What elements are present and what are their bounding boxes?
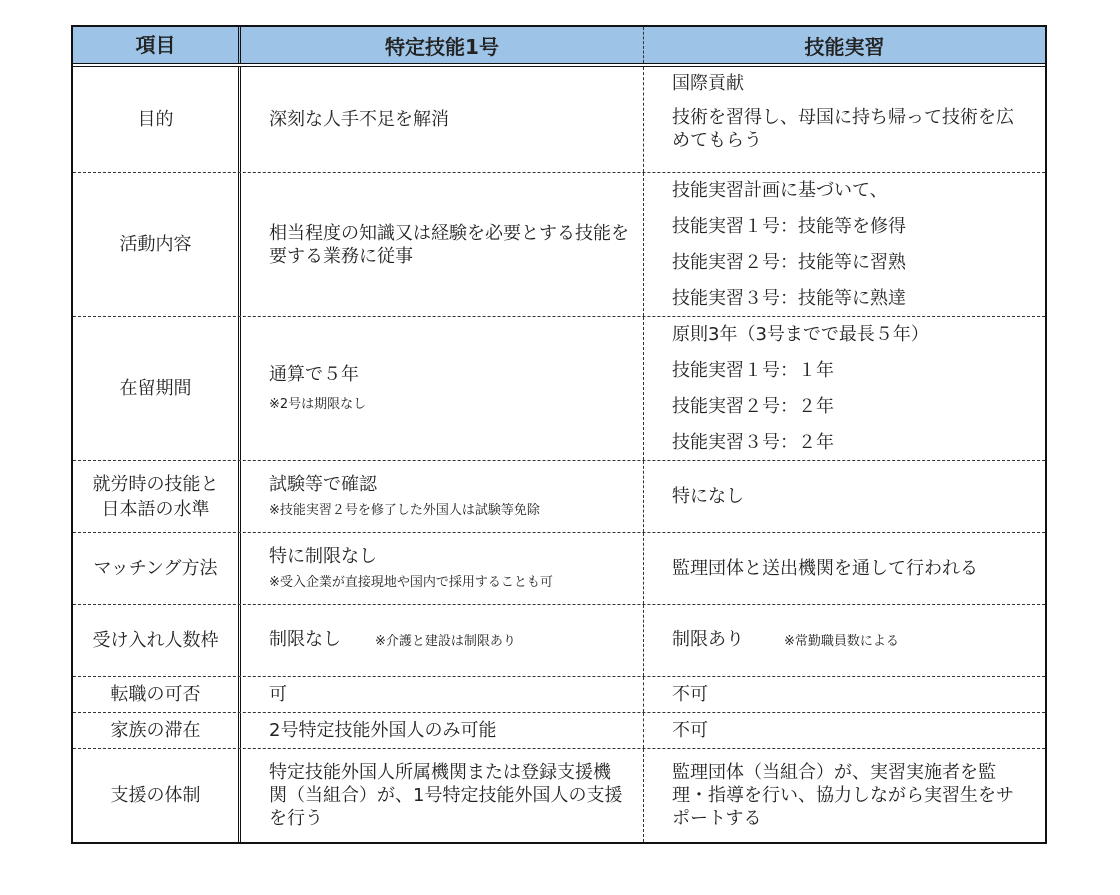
jisshu-line: 技能実習１号：１年 xyxy=(672,360,834,382)
jisshu-line: 技能実習１号：技能等を修得 xyxy=(672,216,906,238)
tokutei-note: ※受入企業が直接現地や国内で採用することも可 xyxy=(269,575,553,590)
row-label-line: 日本語の水準 xyxy=(101,498,210,520)
comparison-table xyxy=(71,25,1047,844)
row-label: 支援の体制 xyxy=(110,785,201,806)
header-ginou-jisshu: 技能実習 xyxy=(643,27,1045,63)
jisshu-note: ※常勤職員数による xyxy=(784,634,899,649)
jisshu-main xyxy=(672,627,1037,654)
header-item: 項目 xyxy=(135,32,176,57)
tokutei-main: 2号特定技能外国人のみ可能 xyxy=(269,720,497,741)
jisshu-cell xyxy=(643,533,1045,604)
row-label: 転職の可否 xyxy=(110,684,201,705)
jisshu-cell xyxy=(643,749,1045,842)
jisshu-line: 技術を習得し、母国に持ち帰って技術を広めてもらう xyxy=(672,107,1014,151)
table-row-purpose xyxy=(73,67,1045,172)
table-row-activity xyxy=(73,172,1045,316)
jisshu-line: 不可 xyxy=(672,684,708,705)
tokutei-note: ※2号は期限なし xyxy=(269,397,367,412)
table-row-skill-language-level xyxy=(73,460,1045,532)
jisshu-cell xyxy=(643,677,1045,712)
tokutei-cell xyxy=(238,749,643,842)
jisshu-line: 技能実習計画に基づいて、 xyxy=(672,180,888,202)
jisshu-line: 技能実習２号：２年 xyxy=(672,395,834,417)
tokutei-main: 通算で５年 xyxy=(269,364,359,385)
row-label: 活動内容 xyxy=(119,234,192,255)
jisshu-cell xyxy=(643,173,1045,316)
table-header-row xyxy=(73,27,1045,63)
tokutei-cell xyxy=(238,173,643,316)
row-label: 目的 xyxy=(137,109,174,130)
tokutei-cell xyxy=(238,67,643,172)
jisshu-line: 不可 xyxy=(672,720,708,741)
tokutei-main: 可 xyxy=(269,684,287,705)
tokutei-cell xyxy=(238,713,643,748)
row-label-line: 就労時の技能と xyxy=(92,473,219,495)
jisshu-line: 技能実習２号：技能等に習熟 xyxy=(672,251,906,273)
jisshu-cell xyxy=(643,461,1045,532)
jisshu-cell xyxy=(643,317,1045,460)
table-row-matching-method xyxy=(73,532,1045,604)
table-row-support-system xyxy=(73,748,1045,842)
jisshu-line: 監理団体と送出機関を通して行われる xyxy=(672,558,978,579)
jisshu-line: 技能実習３号：２年 xyxy=(672,431,834,453)
tokutei-main-text: 制限なし xyxy=(269,629,341,650)
tokutei-main: 相当程度の知識又は経験を必要とする技能を要する業務に従事 xyxy=(269,222,629,267)
jisshu-main-text: 制限あり xyxy=(672,629,744,650)
jisshu-line: 国際貢献 xyxy=(672,73,744,94)
row-label: マッチング方法 xyxy=(93,558,218,579)
tokutei-main: 試験等で確認 xyxy=(269,474,377,495)
jisshu-line: 監理団体（当組合）が、実習実施者を監理・指導を行い、協力しながら実習生をサポートする xyxy=(672,762,1014,829)
table-row-duration xyxy=(73,316,1045,460)
tokutei-main xyxy=(269,627,633,654)
jisshu-line: 原則3年（3号までで最長５年） xyxy=(672,324,929,346)
tokutei-cell xyxy=(238,605,643,676)
jisshu-cell xyxy=(643,605,1045,676)
tokutei-main: 深刻な人手不足を解消 xyxy=(269,109,449,130)
jisshu-cell xyxy=(643,67,1045,172)
table-row-job-change xyxy=(73,676,1045,712)
row-label: 家族の滞在 xyxy=(110,720,201,741)
table-row-family-stay xyxy=(73,712,1045,748)
tokutei-main: 特に制限なし xyxy=(269,546,377,567)
header-tokutei-ginou: 特定技能1号 xyxy=(238,27,643,63)
jisshu-line: 技能実習３号：技能等に熟達 xyxy=(672,287,906,309)
tokutei-cell xyxy=(238,677,643,712)
tokutei-cell xyxy=(238,533,643,604)
tokutei-note: ※介護と建設は制限あり xyxy=(375,634,516,649)
row-label xyxy=(73,461,238,532)
row-label: 受け入れ人数枠 xyxy=(92,630,219,651)
tokutei-cell xyxy=(238,461,643,532)
tokutei-cell xyxy=(238,317,643,460)
row-label: 在留期間 xyxy=(119,378,192,399)
table-row-acceptance-quota xyxy=(73,604,1045,676)
tokutei-note: ※技能実習２号を修了した外国人は試験等免除 xyxy=(269,503,540,518)
jisshu-cell xyxy=(643,713,1045,748)
jisshu-line: 特になし xyxy=(672,486,744,507)
tokutei-main: 特定技能外国人所属機関または登録支援機関（当組合）が、1号特定技能外国人の支援を行う xyxy=(269,762,623,829)
